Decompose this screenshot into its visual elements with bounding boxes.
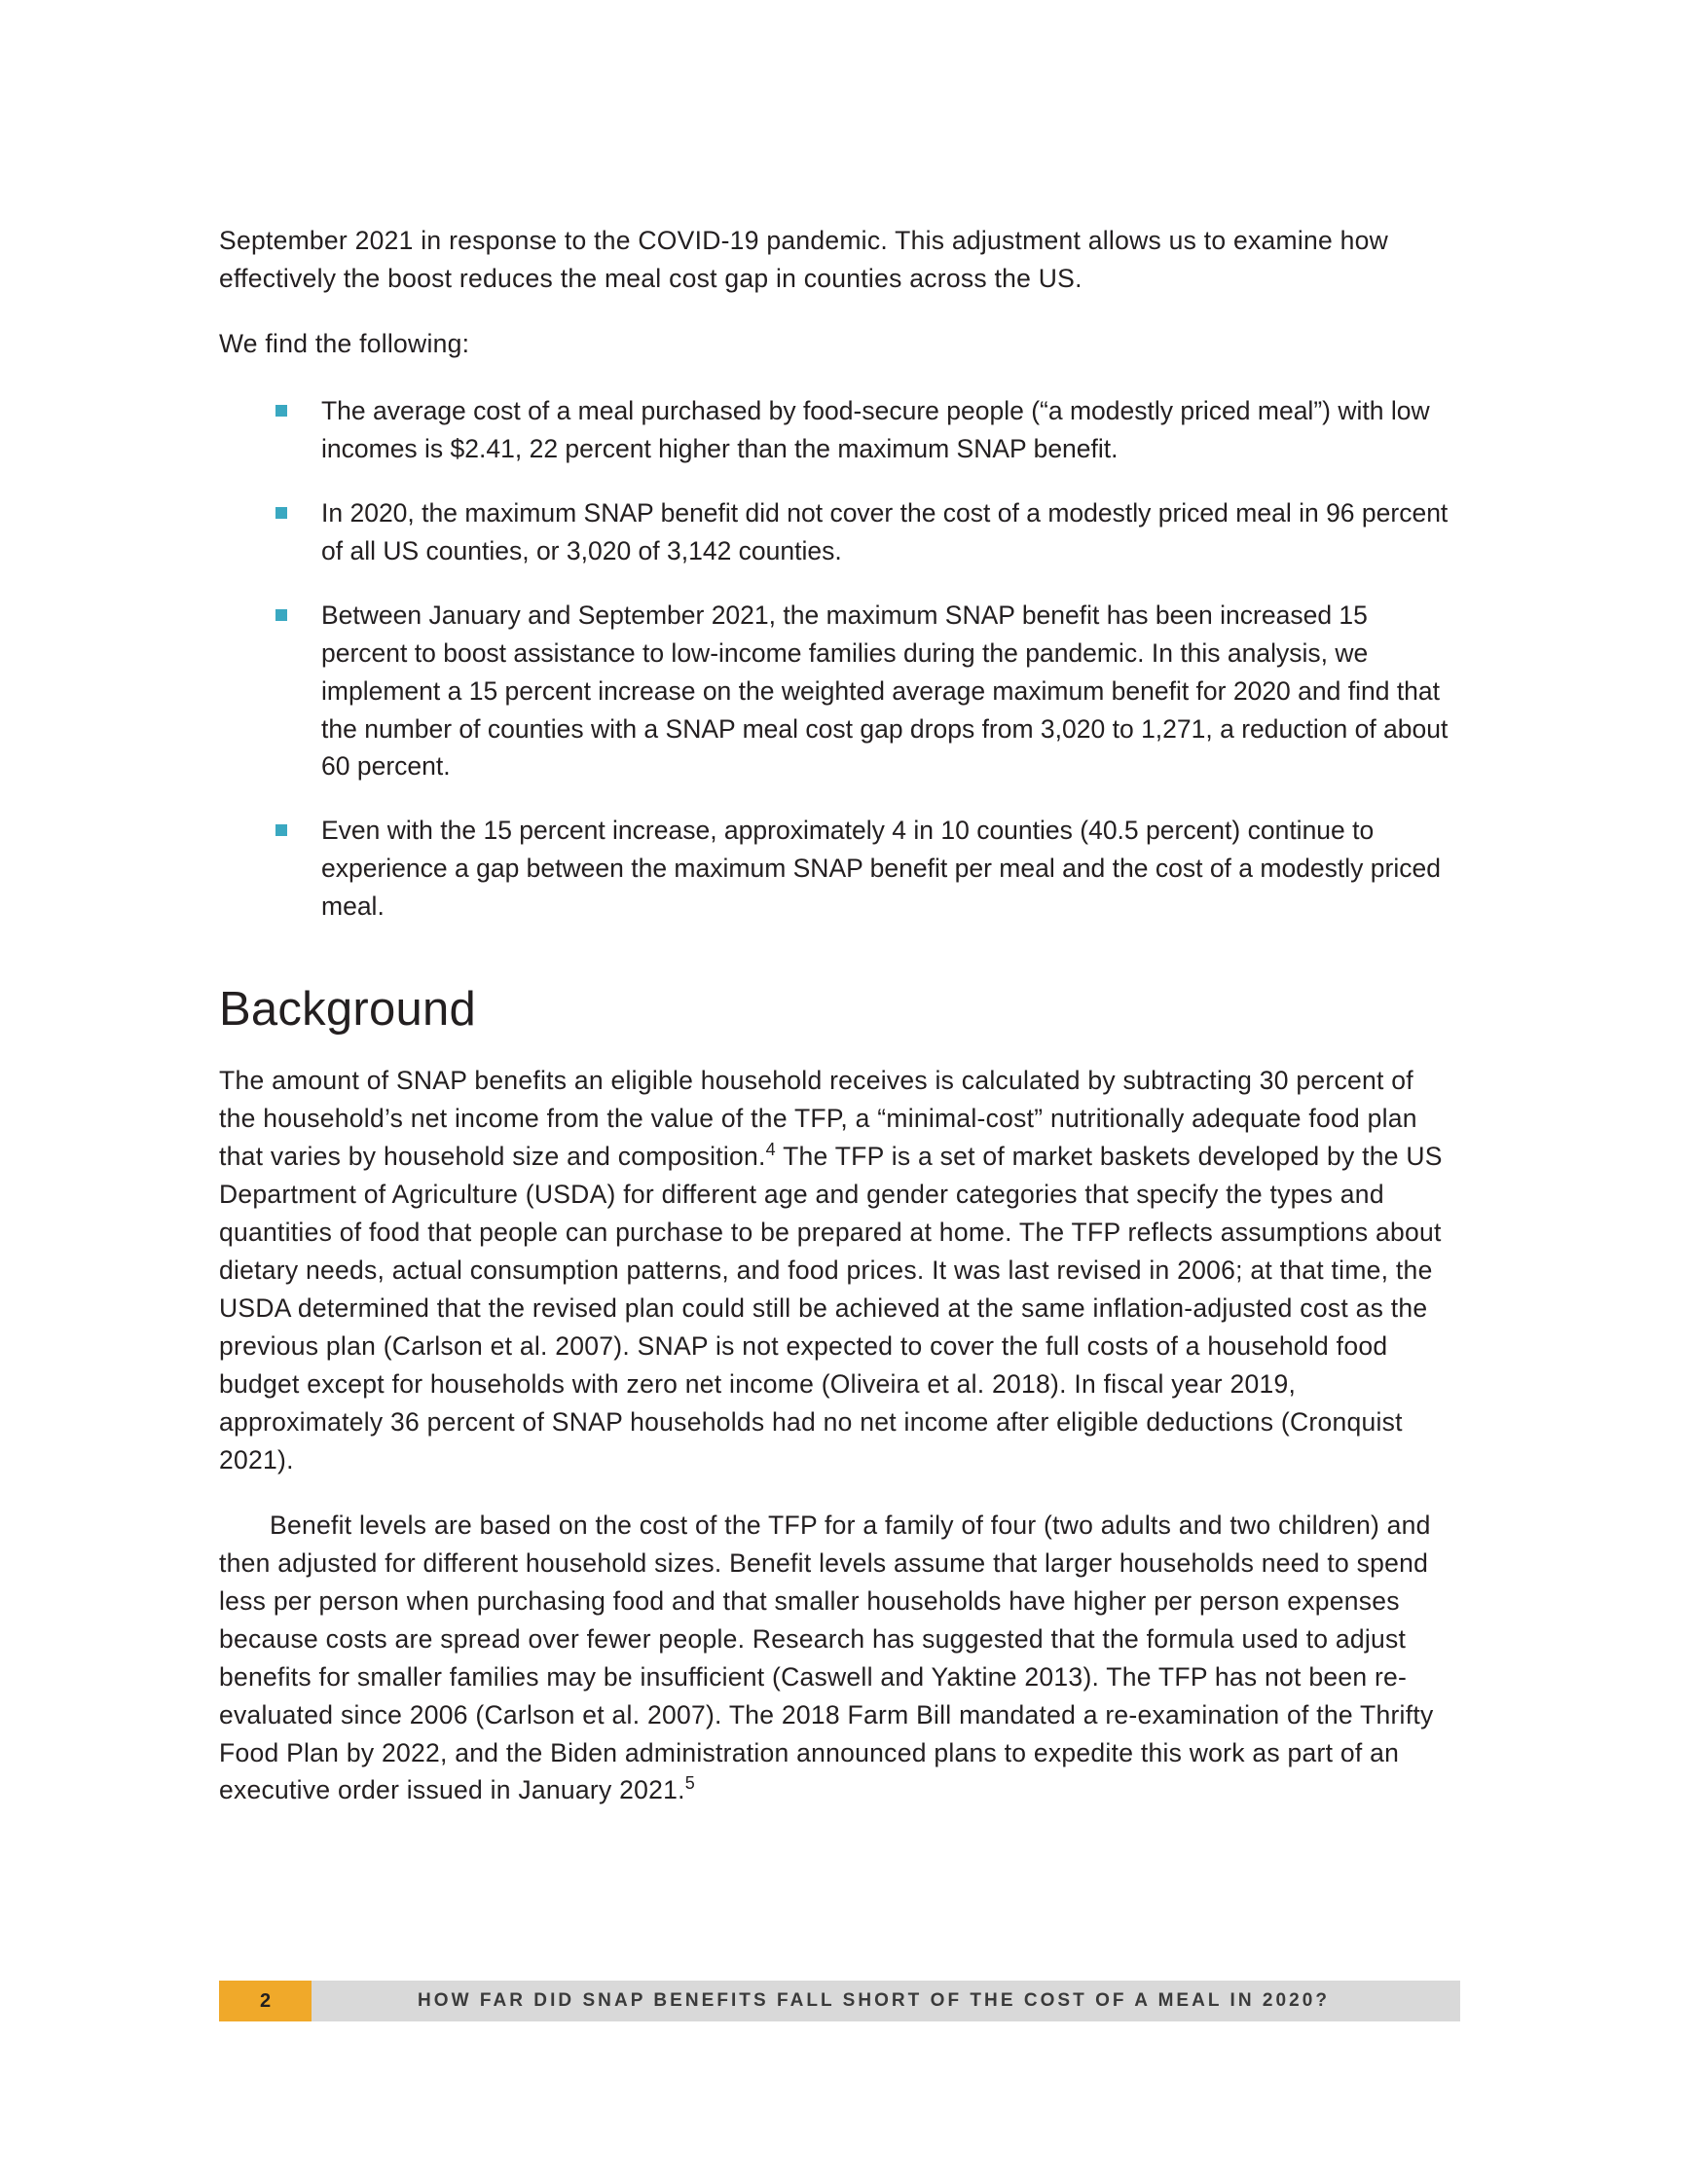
list-item [219,597,1455,786]
bullet-square-icon [275,405,287,417]
intro-paragraph-1: September 2021 in response to the COVID-19 pandemic. This adjustment allows us to examine how effectively the boost reduces the meal cost gap in counties across the US. [219,226,1389,293]
bullet-square-icon [275,609,287,621]
page-footer [219,1981,1460,2021]
footer-title: HOW FAR DID SNAP BENEFITS FALL SHORT OF THE COST OF A MEAL IN 2020? [418,1990,1330,2011]
section-heading-background: Background [219,983,476,1037]
list-item [219,812,1455,926]
list-item-text: Even with the 15 percent increase, approximately 4 in 10 counties (40.5 percent) continue to experience a gap between the maximum SNAP benefit per meal and the cost of a modestly priced meal. [321,816,1441,922]
list-item-text: The average cost of a meal purchased by food-secure people (“a modestly priced meal”) with low incomes is $2.41, 22 percent higher than the maximum SNAP benefit. [321,395,1430,463]
background-paragraph-1 [219,1062,1455,1478]
list-item [219,494,1455,570]
intro-paragraph-2: We find the following: [219,328,470,358]
background-paragraph-2-part1: Benefit levels are based on the cost of the TFP for a family of four (two adults and two children) and then adjusted for different household sizes. Benefit levels assume that larger households need to spend less per person when purchasing food and that smaller households have higher per person expenses because costs are spread over fewer people. Research has suggested that the formula used to adjust benefits for smaller families may be insufficient (Caswell and Yaktine 2013). The TFP has not been re-evaluated since 2006 (Carlson et al. 2007). The 2018 Farm Bill mandated a re-examination of the Thrifty Food Plan by 2022, and the Biden administration announced plans to expedite this work as part of an executive order issued in January 2021. [219,1510,1434,1805]
list-item [219,392,1455,468]
background-paragraph-1-part1: The amount of SNAP benefits an eligible household receives is calculated by subtracting 30 percent of the household’s net income from the value of the TFP, a “minimal-cost” nutritionally adequate food plan that varies by household size and composition. [219,1066,1417,1172]
footnote-marker-4: 4 [765,1140,776,1160]
findings-list [219,392,1455,926]
bullet-square-icon [275,507,287,519]
page-content [219,222,1455,1837]
bullet-square-icon [275,824,287,836]
background-paragraph-1-part2: The TFP is a set of market baskets developed by the US Department of Agriculture (USDA) for different age and gender categories that specify the types and quantities of food that people can purchase to be prepared at home. The TFP reflects assumptions about dietary needs, actual consumption patterns, and food prices. It was last revised in 2006; at that time, the USDA determined that the revised plan could still be achieved at the same inflation-adjusted cost as the previous plan (Carlson et al. 2007). SNAP is not expected to cover the full costs of a household food budget except for households with zero net income (Oliveira et al. 2018). In fiscal year 2019, approximately 36 percent of SNAP households had no net income after eligible deductions (Cronquist 2021). [219,1142,1443,1474]
list-item-text: Between January and September 2021, the maximum SNAP benefit has been increased 15 percent to boost assistance to low-income families during the pandemic. In this analysis, we implement a 15 percent increase on the weighted average maximum benefit for 2020 and find that the number of counties with a SNAP meal cost gap drops from 3,020 to 1,271, a reduction of about 60 percent. [321,600,1449,782]
background-paragraph-2 [219,1507,1455,1810]
list-item-text: In 2020, the maximum SNAP benefit did not cover the cost of a modestly priced meal in 96 percent of all US counties, or 3,020 of 3,142 counties. [321,497,1449,565]
footer-page-number: 2 [219,1981,312,2021]
footnote-marker-5: 5 [684,1773,696,1794]
